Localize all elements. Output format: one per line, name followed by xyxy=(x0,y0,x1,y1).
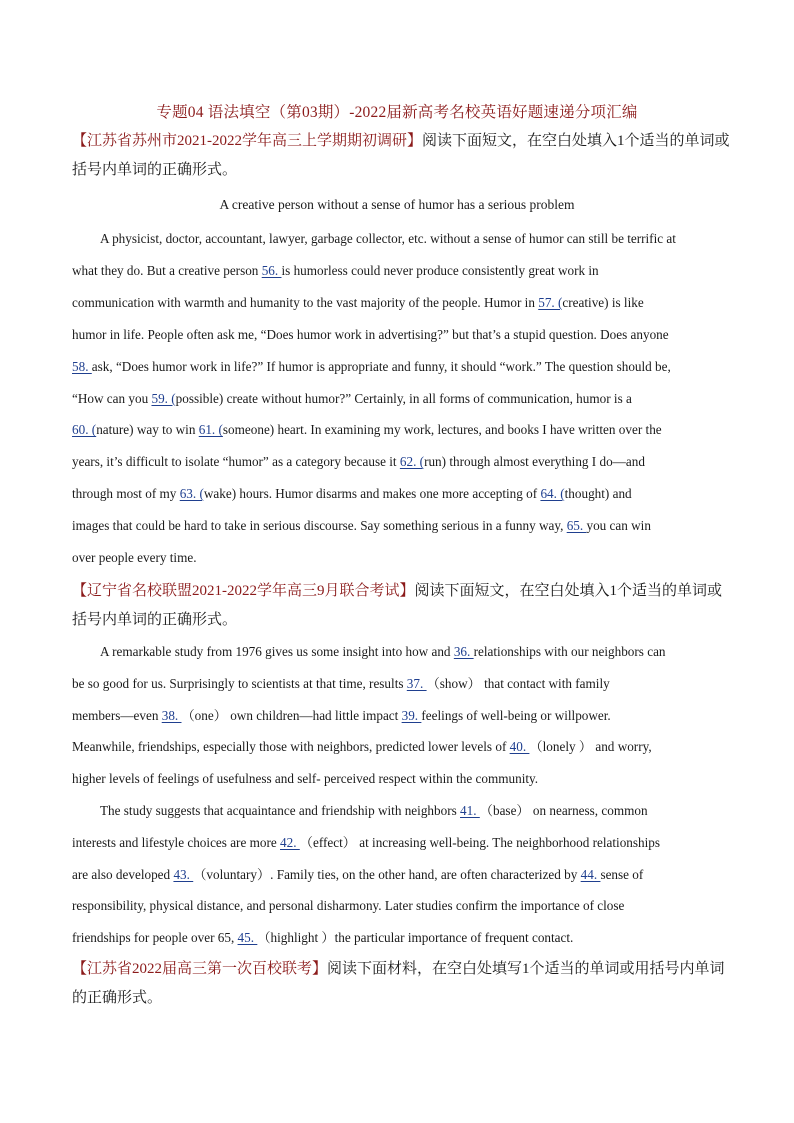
passage-text: creative) is like xyxy=(562,294,644,310)
passage-line xyxy=(72,928,722,948)
answer-blank: 39. xyxy=(401,707,422,723)
answer-blank: 63. ( xyxy=(179,486,204,502)
passage-text: be so good for us. Surprisingly to scientists at that time, results xyxy=(72,675,407,691)
passage-line xyxy=(72,737,722,757)
passage-text: friendships for people over 65, xyxy=(72,930,238,946)
passage-text: （show） that contact with family xyxy=(426,675,610,691)
answer-blank: 65. xyxy=(566,518,587,534)
answer-blank: 43. xyxy=(173,866,194,882)
passage-text: relationships with our neighbors can xyxy=(473,644,666,659)
section-1-header xyxy=(72,127,732,185)
passage-text: communication with warmth and humanity to the vast majority of the people. Humor in xyxy=(72,294,539,310)
answer-blank: 56. xyxy=(261,262,282,278)
answer-blank: 59. ( xyxy=(151,390,176,406)
passage-line xyxy=(72,389,722,409)
passage-line xyxy=(100,229,722,249)
passage-text: feelings of well-being or willpower. xyxy=(421,707,611,723)
passage-text: members—even xyxy=(72,707,162,723)
passage-text: years, it’s difficult to isolate “humor” as a category because it xyxy=(72,454,400,470)
passage-line xyxy=(72,706,722,726)
answer-blank: 60. ( xyxy=(72,422,97,438)
passage-line xyxy=(72,896,722,916)
passage-text: （highlight ）the particular importance of frequent contact. xyxy=(257,930,574,946)
section-3-header xyxy=(72,955,732,1013)
passage-text: wake) hours. Humor disarms and makes one more accepting of xyxy=(203,486,541,502)
section-3-source: 【江苏省2022届高三第一次百校联考】 xyxy=(72,961,328,977)
passage-text: （voluntary）. Family ties, on the other hand, are often characterized by xyxy=(193,866,581,882)
passage-line xyxy=(100,642,722,662)
passage-text: you can win xyxy=(586,518,651,534)
passage-text: interests and lifestyle choices are more xyxy=(72,834,280,850)
passage-line xyxy=(72,484,722,504)
passage-text: A remarkable study from 1976 gives us some insight into how and xyxy=(100,644,454,659)
passage-text: “How can you xyxy=(72,390,152,406)
passage-text: humor in life. People often ask me, “Does humor work in advertising?” but that’s a stupid question. Does anyone xyxy=(72,326,669,342)
answer-blank: 58. xyxy=(72,358,92,374)
section-3-instruction: 阅读下面材料，在空白处填写1个适当的单词或用括号内单词的正确形式。 xyxy=(72,961,725,1006)
answer-blank: 41. xyxy=(460,803,480,818)
passage-line xyxy=(72,293,722,313)
passage-line xyxy=(72,420,722,440)
passage-line xyxy=(72,516,722,536)
passage-text: higher levels of feelings of usefulness and self- perceived respect within the community. xyxy=(72,771,539,787)
answer-blank: 45. xyxy=(237,930,258,946)
passage-line xyxy=(72,769,722,789)
answer-blank: 62. ( xyxy=(399,454,425,470)
passage-text: images that could be hard to take in serious discourse. Say something serious in a funny way, xyxy=(72,518,567,534)
section-1-source: 【江苏省苏州市2021-2022学年高三上学期期初调研】 xyxy=(72,133,422,149)
answer-blank: 61. ( xyxy=(198,422,223,438)
passage-text: （lonely ） and worry, xyxy=(529,739,652,755)
passage-text: through most of my xyxy=(72,486,180,502)
passage-line xyxy=(72,833,722,853)
answer-blank: 38. xyxy=(161,707,182,723)
passage-line xyxy=(100,801,722,821)
passage-text: （base） on nearness, common xyxy=(479,803,648,818)
answer-blank: 40. xyxy=(509,739,530,755)
passage-text: Meanwhile, friendships, especially those with neighbors, predicted lower levels of xyxy=(72,739,510,755)
section-2-instruction: 阅读下面短文，在空白处填入1个适当的单词或括号内单词的正确形式。 xyxy=(72,583,723,628)
passage-text: ask, “Does humor work in life?” If humor is appropriate and funny, it should “work.” The question should be, xyxy=(91,358,671,374)
passage-line xyxy=(72,674,722,694)
passage-text: sense of xyxy=(600,866,644,882)
passage-title: A creative person without a sense of humor has a serious problem xyxy=(219,197,575,212)
answer-blank: 57. ( xyxy=(538,294,563,310)
answer-blank: 37. xyxy=(406,675,427,691)
section-1-instruction: 阅读下面短文，在空白处填入1个适当的单词或括号内单词的正确形式。 xyxy=(72,133,730,178)
answer-blank: 36. xyxy=(453,644,474,659)
passage-text: （one） own children—had little impact xyxy=(181,707,402,723)
passage-text: is humorless could never produce consistently great work in xyxy=(281,262,599,278)
passage-line xyxy=(72,325,722,345)
passage-text: possible) create without humor?” Certainly, in all forms of communication, humor is a xyxy=(175,390,632,406)
passage-text: responsibility, physical distance, and personal disharmony. Later studies confirm the importance of close xyxy=(72,898,625,914)
passage-text: A physicist, doctor, accountant, lawyer, garbage collector, etc. without a sense of humor can still be terrific at xyxy=(100,231,676,246)
passage-line xyxy=(72,357,722,377)
passage-text: what they do. But a creative person xyxy=(72,262,262,278)
passage-text: thought) and xyxy=(564,486,632,502)
passage-text: nature) way to win xyxy=(96,422,199,438)
passage-line xyxy=(72,261,722,281)
answer-blank: 64. ( xyxy=(540,486,565,502)
passage-text: （effect） at increasing well-being. The neighborhood relationships xyxy=(299,834,661,850)
section-2-source: 【辽宁省名校联盟2021-2022学年高三9月联合考试】 xyxy=(72,583,415,599)
passage-line xyxy=(72,865,722,885)
passage-text: over people every time. xyxy=(72,550,197,565)
answer-blank: 42. xyxy=(280,834,300,850)
page-title: 专题04 语法填空（第03期）-2022届新高考名校英语好题速递分项汇编 xyxy=(156,104,638,121)
passage-text: The study suggests that acquaintance and friendship with neighbors xyxy=(100,803,461,818)
passage-text: are also developed xyxy=(72,866,174,882)
section-2-header xyxy=(72,577,732,635)
passage-text: someone) heart. In examining my work, lectures, and books I have written over the xyxy=(222,422,662,438)
passage-line xyxy=(72,452,722,472)
passage-text: run) through almost everything I do—and xyxy=(424,454,645,470)
passage-line xyxy=(72,548,722,568)
answer-blank: 44. xyxy=(580,866,601,882)
